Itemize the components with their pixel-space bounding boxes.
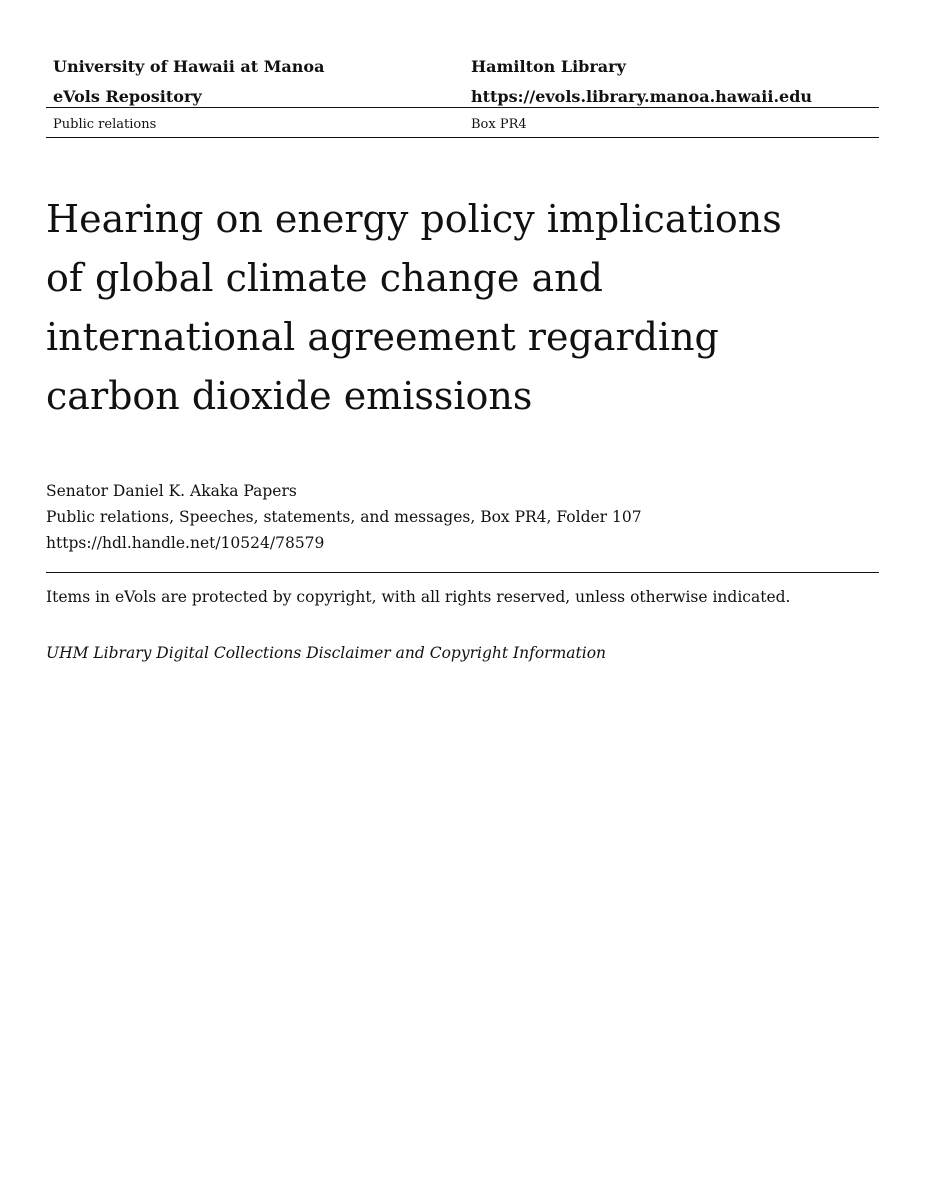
handle-link[interactable]: https://hdl.handle.net/10524/78579 bbox=[46, 534, 325, 552]
collection-name: Senator Daniel K. Akaka Papers bbox=[46, 482, 297, 500]
header-row-1 bbox=[46, 52, 879, 82]
disclaimer-link[interactable]: UHM Library Digital Collections Disclaimer and Copyright Information bbox=[46, 644, 607, 662]
document-title: Hearing on energy policy implications of global climate change and international agreement regarding carbon dioxide emissions bbox=[46, 197, 782, 418]
metadata-divider bbox=[46, 572, 879, 573]
repository-url[interactable]: https://evols.library.manoa.hawaii.edu bbox=[471, 87, 813, 106]
repository-name: eVols Repository bbox=[53, 87, 202, 106]
library-name: Hamilton Library bbox=[471, 57, 626, 76]
header-divider-bottom bbox=[46, 137, 879, 138]
header-table bbox=[46, 52, 879, 112]
header-divider-top bbox=[46, 107, 879, 108]
institution-name: University of Hawaii at Manoa bbox=[53, 57, 325, 76]
collection-series: Public relations bbox=[53, 117, 157, 132]
box-label: Box PR4 bbox=[471, 117, 527, 132]
document-metadata bbox=[46, 478, 879, 556]
header-row-3 bbox=[46, 112, 879, 138]
folder-location: Public relations, Speeches, statements, and messages, Box PR4, Folder 107 bbox=[46, 508, 642, 526]
rights-statement: Items in eVols are protected by copyright, with all rights reserved, unless otherwise indicated. bbox=[46, 588, 791, 606]
